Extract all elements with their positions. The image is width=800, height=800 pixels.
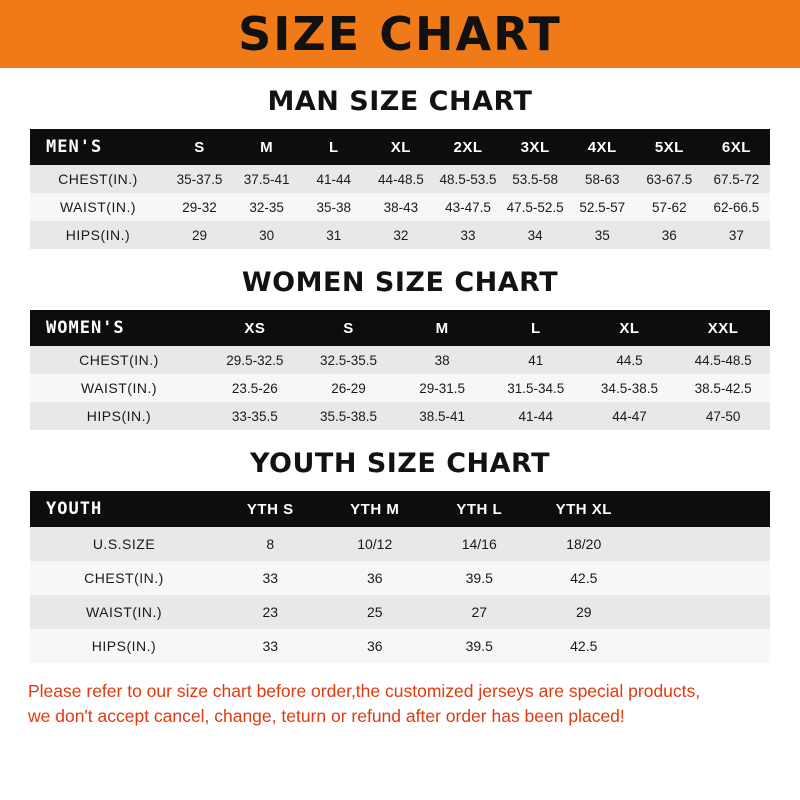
- header-cell: XL: [583, 310, 677, 346]
- header-cell: YTH M: [323, 491, 428, 527]
- section-title-man: MAN SIZE CHART: [267, 86, 533, 117]
- table-cell: 48.5-53.5: [434, 165, 501, 193]
- table-cell: 44-48.5: [367, 165, 434, 193]
- banner: [0, 0, 800, 68]
- notice-line-1: Please refer to our size chart before order,the customized jerseys are special products,: [28, 681, 701, 701]
- table-cell: 29.5-32.5: [208, 346, 302, 374]
- table-cell: 29: [166, 221, 233, 249]
- notice: [0, 679, 800, 730]
- row-label: HIPS(IN.): [30, 629, 218, 663]
- table-cell: 41-44: [300, 165, 367, 193]
- header-cell: M: [233, 129, 300, 165]
- table-cell: 42.5: [532, 561, 637, 595]
- table-row: [30, 221, 770, 249]
- table-cell: 29: [532, 595, 637, 629]
- table-cell: 8: [218, 527, 323, 561]
- women-size-table: [30, 310, 770, 430]
- table-row: [30, 165, 770, 193]
- header-cell: S: [302, 310, 396, 346]
- table-cell: 29-31.5: [395, 374, 489, 402]
- table-row: [30, 402, 770, 430]
- man-size-table: [30, 129, 770, 249]
- header-cell: XL: [367, 129, 434, 165]
- table-cell: 42.5: [532, 629, 637, 663]
- table-cell: 47.5-52.5: [502, 193, 569, 221]
- section-title-women: WOMEN SIZE CHART: [241, 267, 559, 298]
- header-cell: M: [395, 310, 489, 346]
- table-cell: 53.5-58: [502, 165, 569, 193]
- header-cell-spacer: [636, 491, 770, 527]
- table-cell: 39.5: [427, 629, 532, 663]
- table-cell: 47-50: [676, 402, 770, 430]
- table-cell: 58-63: [569, 165, 636, 193]
- table-cell: 33-35.5: [208, 402, 302, 430]
- table-cell: 37.5-41: [233, 165, 300, 193]
- table-cell: 57-62: [636, 193, 703, 221]
- header-cell: S: [166, 129, 233, 165]
- table-cell: 31.5-34.5: [489, 374, 583, 402]
- table-row: [30, 346, 770, 374]
- table-cell: 39.5: [427, 561, 532, 595]
- row-label: U.S.SIZE: [30, 527, 218, 561]
- table-cell: 37: [703, 221, 770, 249]
- row-label: CHEST(IN.): [30, 561, 218, 595]
- header-cell: L: [300, 129, 367, 165]
- table-row: [30, 561, 770, 595]
- header-cell: 2XL: [434, 129, 501, 165]
- header-cell: MEN'S: [30, 129, 166, 165]
- table-cell: 52.5-57: [569, 193, 636, 221]
- table-row: [30, 527, 770, 561]
- row-label: HIPS(IN.): [30, 402, 208, 430]
- table-cell: 67.5-72: [703, 165, 770, 193]
- table-cell: 30: [233, 221, 300, 249]
- section-women: [0, 267, 800, 430]
- header-cell: L: [489, 310, 583, 346]
- table-cell: 27: [427, 595, 532, 629]
- table-row: [30, 629, 770, 663]
- table-cell: 44-47: [583, 402, 677, 430]
- table-cell: 63-67.5: [636, 165, 703, 193]
- section-man: [0, 86, 800, 249]
- row-label: HIPS(IN.): [30, 221, 166, 249]
- table-cell: 31: [300, 221, 367, 249]
- row-label: WAIST(IN.): [30, 595, 218, 629]
- table-cell: 26-29: [302, 374, 396, 402]
- table-cell: 18/20: [532, 527, 637, 561]
- header-cell: YOUTH: [30, 491, 218, 527]
- header-cell: YTH L: [427, 491, 532, 527]
- table-cell: 25: [323, 595, 428, 629]
- section-youth: [0, 448, 800, 663]
- table-cell: 29-32: [166, 193, 233, 221]
- table-row: [30, 193, 770, 221]
- table-cell-spacer: [636, 629, 770, 663]
- row-label: CHEST(IN.): [30, 346, 208, 374]
- table-cell: 34: [502, 221, 569, 249]
- table-header-row: [30, 129, 770, 165]
- table-cell: 35.5-38.5: [302, 402, 396, 430]
- table-cell: 41-44: [489, 402, 583, 430]
- row-label: WAIST(IN.): [30, 374, 208, 402]
- table-cell: 44.5-48.5: [676, 346, 770, 374]
- table-cell: 36: [636, 221, 703, 249]
- table-cell: 38-43: [367, 193, 434, 221]
- table-cell: 36: [323, 629, 428, 663]
- header-cell: WOMEN'S: [30, 310, 208, 346]
- header-cell: XS: [208, 310, 302, 346]
- table-cell: 35: [569, 221, 636, 249]
- table-cell: 38: [395, 346, 489, 374]
- table-cell: 32-35: [233, 193, 300, 221]
- table-cell: 33: [218, 561, 323, 595]
- youth-size-table: [30, 491, 770, 663]
- table-cell: 33: [434, 221, 501, 249]
- header-cell: YTH XL: [532, 491, 637, 527]
- header-cell: 6XL: [703, 129, 770, 165]
- table-cell: 38.5-41: [395, 402, 489, 430]
- table-cell-spacer: [636, 527, 770, 561]
- section-title-youth: YOUTH SIZE CHART: [249, 448, 551, 479]
- table-cell: 14/16: [427, 527, 532, 561]
- table-cell: 35-37.5: [166, 165, 233, 193]
- table-cell: 23.5-26: [208, 374, 302, 402]
- header-cell: 4XL: [569, 129, 636, 165]
- table-cell: 62-66.5: [703, 193, 770, 221]
- table-cell: 38.5-42.5: [676, 374, 770, 402]
- table-cell: 35-38: [300, 193, 367, 221]
- table-cell: 43-47.5: [434, 193, 501, 221]
- table-cell: 36: [323, 561, 428, 595]
- page-title: SIZE CHART: [238, 7, 562, 61]
- table-header-row: [30, 310, 770, 346]
- header-cell: 3XL: [502, 129, 569, 165]
- table-cell: 44.5: [583, 346, 677, 374]
- table-cell: 10/12: [323, 527, 428, 561]
- table-header-row: [30, 491, 770, 527]
- row-label: CHEST(IN.): [30, 165, 166, 193]
- table-cell: 32: [367, 221, 434, 249]
- table-cell: 41: [489, 346, 583, 374]
- table-row: [30, 374, 770, 402]
- row-label: WAIST(IN.): [30, 193, 166, 221]
- table-cell: 32.5-35.5: [302, 346, 396, 374]
- table-cell: 34.5-38.5: [583, 374, 677, 402]
- notice-line-2: we don't accept cancel, change, teturn or refund after order has been placed!: [28, 706, 625, 727]
- header-cell: 5XL: [636, 129, 703, 165]
- table-cell: 33: [218, 629, 323, 663]
- header-cell: YTH S: [218, 491, 323, 527]
- table-row: [30, 595, 770, 629]
- header-cell: XXL: [676, 310, 770, 346]
- table-cell: 23: [218, 595, 323, 629]
- table-cell-spacer: [636, 561, 770, 595]
- table-cell-spacer: [636, 595, 770, 629]
